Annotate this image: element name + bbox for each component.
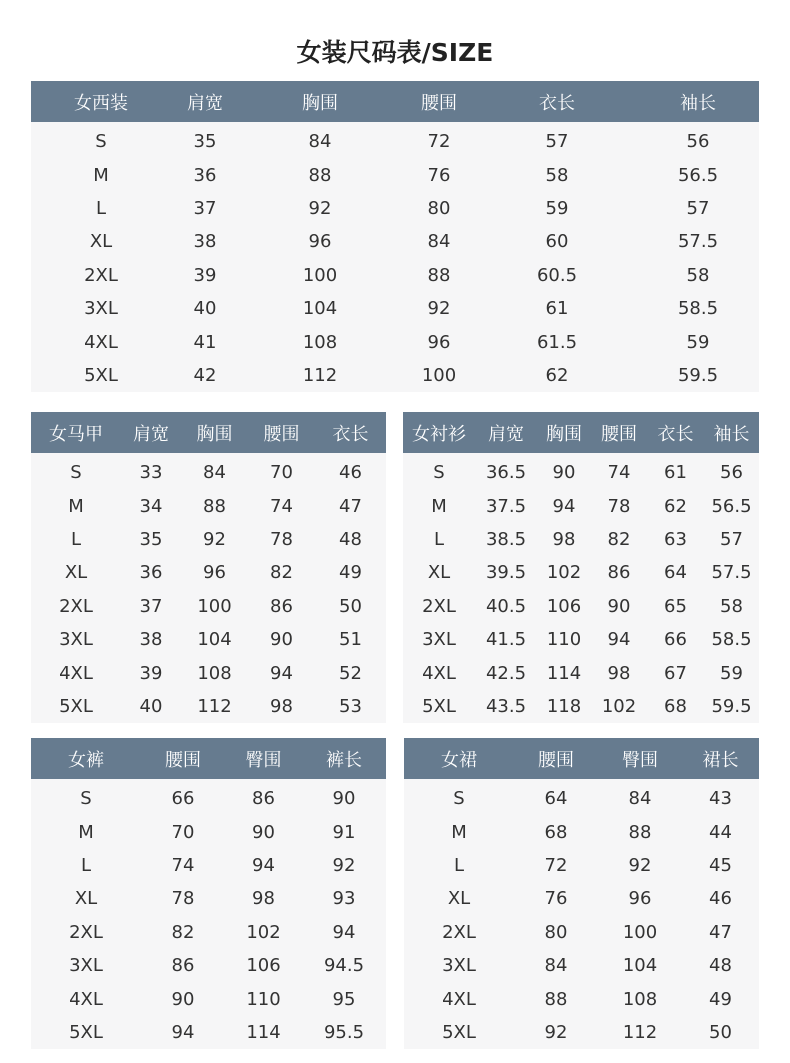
size-label-cell: 2XL bbox=[442, 921, 476, 943]
measurement-cell: 41.5 bbox=[485, 629, 527, 651]
measurement-cell: 60.5 bbox=[536, 264, 578, 286]
measurement-cell: 57 bbox=[686, 197, 710, 219]
measurement-cell: 82 bbox=[607, 528, 631, 550]
measurement-cell: 96 bbox=[203, 562, 226, 584]
table-header-row bbox=[31, 412, 386, 453]
measurement-cell: 64 bbox=[664, 562, 687, 584]
table-row bbox=[31, 259, 759, 292]
table-row bbox=[404, 916, 759, 949]
measurement-cell: 112 bbox=[197, 695, 232, 717]
measurement-cell: 38 bbox=[193, 231, 217, 253]
measurement-cell: 88 bbox=[544, 988, 568, 1010]
column-header: 女西装 bbox=[31, 81, 171, 122]
measurement-cell: 74 bbox=[171, 854, 195, 876]
measurement-cell: 60 bbox=[545, 231, 569, 253]
column-header: 衣长 bbox=[315, 412, 386, 453]
measurement-cell: 48 bbox=[709, 955, 732, 977]
measurement-cell: 56 bbox=[720, 462, 743, 484]
measurement-cell: 59 bbox=[686, 331, 710, 353]
measurement-cell: 90 bbox=[332, 788, 356, 810]
measurement-cell: 86 bbox=[270, 595, 293, 617]
measurement-cell: 104 bbox=[302, 298, 338, 320]
measurement-cell: 90 bbox=[171, 988, 195, 1010]
measurement-cell: 48 bbox=[339, 528, 362, 550]
table-row bbox=[31, 779, 386, 815]
measurement-cell: 38.5 bbox=[485, 528, 527, 550]
measurement-cell: 94 bbox=[332, 921, 356, 943]
measurement-cell: 67 bbox=[664, 662, 687, 684]
size-label-cell: M bbox=[451, 821, 467, 843]
measurement-cell: 61 bbox=[664, 462, 687, 484]
size-label-cell: 2XL bbox=[84, 264, 118, 286]
column-header: 胸围 bbox=[239, 81, 401, 122]
size-label-cell: 5XL bbox=[84, 364, 118, 386]
measurement-cell: 50 bbox=[709, 1021, 732, 1043]
measurement-cell: 46 bbox=[709, 888, 732, 910]
measurement-cell: 102 bbox=[246, 921, 281, 943]
table-row bbox=[31, 556, 386, 589]
measurement-cell: 102 bbox=[601, 695, 637, 717]
table-row bbox=[403, 489, 759, 522]
measurement-cell: 92 bbox=[332, 854, 356, 876]
measurement-cell: 56.5 bbox=[677, 164, 719, 186]
measurement-cell: 100 bbox=[421, 364, 457, 386]
table-row bbox=[31, 325, 759, 358]
table-row bbox=[31, 122, 759, 158]
measurement-cell: 59 bbox=[545, 197, 569, 219]
column-header: 臀围 bbox=[598, 738, 682, 779]
measurement-cell: 38 bbox=[139, 629, 163, 651]
measurement-cell: 68 bbox=[664, 695, 687, 717]
column-header: 裙长 bbox=[682, 738, 759, 779]
measurement-cell: 42.5 bbox=[485, 662, 527, 684]
table-row bbox=[403, 590, 759, 623]
measurement-cell: 46 bbox=[339, 462, 362, 484]
measurement-cell: 82 bbox=[171, 921, 195, 943]
size-label-cell: 4XL bbox=[59, 662, 93, 684]
measurement-cell: 57.5 bbox=[711, 562, 752, 584]
column-header: 袖长 bbox=[704, 412, 759, 453]
size-label-cell: 2XL bbox=[69, 921, 103, 943]
table-row bbox=[31, 292, 759, 325]
size-label-cell: 5XL bbox=[69, 1021, 103, 1043]
size-label-cell: 3XL bbox=[59, 629, 93, 651]
table-row bbox=[403, 453, 759, 489]
measurement-cell: 100 bbox=[197, 595, 232, 617]
measurement-cell: 78 bbox=[171, 888, 195, 910]
measurement-cell: 59 bbox=[720, 662, 743, 684]
table-row bbox=[31, 849, 386, 882]
measurement-cell: 92 bbox=[308, 197, 332, 219]
table-row bbox=[31, 916, 386, 949]
table-row bbox=[403, 690, 759, 723]
measurement-cell: 74 bbox=[607, 462, 631, 484]
size-label-cell: XL bbox=[447, 888, 471, 910]
measurement-cell: 58 bbox=[720, 595, 743, 617]
measurement-cell: 96 bbox=[628, 888, 652, 910]
measurement-cell: 112 bbox=[302, 364, 338, 386]
measurement-cell: 57.5 bbox=[677, 231, 719, 253]
size-label-cell: L bbox=[433, 528, 445, 550]
table-row bbox=[31, 359, 759, 392]
measurement-cell: 70 bbox=[171, 821, 195, 843]
table-row bbox=[404, 982, 759, 1015]
measurement-cell: 90 bbox=[552, 462, 576, 484]
table-row bbox=[31, 656, 386, 689]
size-label-cell: 2XL bbox=[422, 595, 456, 617]
table-row bbox=[31, 882, 386, 915]
pants-size-table bbox=[31, 738, 386, 1049]
column-header: 女裤 bbox=[31, 738, 141, 779]
measurement-cell: 43 bbox=[709, 788, 732, 810]
column-header: 肩宽 bbox=[171, 81, 239, 122]
measurement-cell: 53 bbox=[339, 695, 362, 717]
column-header: 衣长 bbox=[477, 81, 637, 122]
measurement-cell: 58.5 bbox=[677, 298, 719, 320]
measurement-cell: 84 bbox=[544, 955, 568, 977]
measurement-cell: 59.5 bbox=[711, 695, 752, 717]
measurement-cell: 51 bbox=[339, 629, 362, 651]
measurement-cell: 49 bbox=[709, 988, 732, 1010]
measurement-cell: 88 bbox=[427, 264, 451, 286]
table-row bbox=[31, 225, 759, 258]
size-label-cell: S bbox=[70, 462, 82, 484]
table-header-row bbox=[404, 738, 759, 779]
column-header: 腰围 bbox=[401, 81, 477, 122]
table-row bbox=[31, 815, 386, 848]
size-label-cell: 5XL bbox=[442, 1021, 476, 1043]
measurement-cell: 37 bbox=[193, 197, 217, 219]
measurement-cell: 96 bbox=[427, 331, 451, 353]
column-header: 女衬衫 bbox=[403, 412, 475, 453]
measurement-cell: 94 bbox=[552, 495, 576, 517]
measurement-cell: 84 bbox=[203, 462, 226, 484]
column-header: 衣长 bbox=[647, 412, 704, 453]
measurement-cell: 95.5 bbox=[323, 1021, 365, 1043]
size-label-cell: L bbox=[453, 854, 465, 876]
measurement-cell: 86 bbox=[171, 955, 195, 977]
measurement-cell: 88 bbox=[203, 495, 226, 517]
measurement-cell: 93 bbox=[332, 888, 356, 910]
size-label-cell: L bbox=[95, 197, 107, 219]
table-header-row bbox=[31, 738, 386, 779]
size-label-cell: 5XL bbox=[59, 695, 93, 717]
measurement-cell: 76 bbox=[544, 888, 568, 910]
measurement-cell: 66 bbox=[664, 629, 687, 651]
measurement-cell: 98 bbox=[552, 528, 576, 550]
measurement-cell: 91 bbox=[332, 821, 356, 843]
measurement-cell: 58 bbox=[686, 264, 710, 286]
vest-size-table bbox=[31, 412, 386, 723]
size-label-cell: 3XL bbox=[422, 629, 456, 651]
measurement-cell: 112 bbox=[622, 1021, 658, 1043]
measurement-cell: 42 bbox=[193, 364, 217, 386]
measurement-cell: 80 bbox=[427, 197, 451, 219]
size-label-cell: 4XL bbox=[442, 988, 476, 1010]
table-row bbox=[403, 523, 759, 556]
measurement-cell: 114 bbox=[546, 662, 582, 684]
measurement-cell: 70 bbox=[270, 462, 293, 484]
measurement-cell: 36 bbox=[139, 562, 163, 584]
measurement-cell: 56.5 bbox=[711, 495, 752, 517]
column-header: 肩宽 bbox=[475, 412, 537, 453]
measurement-cell: 108 bbox=[302, 331, 338, 353]
measurement-cell: 68 bbox=[544, 821, 568, 843]
measurement-cell: 84 bbox=[308, 131, 332, 153]
measurement-cell: 94.5 bbox=[323, 955, 365, 977]
measurement-cell: 35 bbox=[193, 131, 217, 153]
table-row bbox=[31, 523, 386, 556]
measurement-cell: 90 bbox=[252, 821, 275, 843]
measurement-cell: 39 bbox=[139, 662, 163, 684]
table-row bbox=[31, 1016, 386, 1049]
size-label-cell: M bbox=[78, 821, 94, 843]
measurement-cell: 57 bbox=[720, 528, 743, 550]
measurement-cell: 86 bbox=[607, 562, 631, 584]
measurement-cell: 50 bbox=[339, 595, 362, 617]
measurement-cell: 98 bbox=[607, 662, 631, 684]
measurement-cell: 66 bbox=[171, 788, 195, 810]
measurement-cell: 98 bbox=[252, 888, 275, 910]
measurement-cell: 72 bbox=[427, 131, 451, 153]
measurement-cell: 106 bbox=[246, 955, 281, 977]
measurement-cell: 61.5 bbox=[536, 331, 578, 353]
measurement-cell: 94 bbox=[270, 662, 293, 684]
size-label-cell: S bbox=[80, 788, 92, 810]
measurement-cell: 84 bbox=[628, 788, 652, 810]
size-label-cell: 2XL bbox=[59, 595, 93, 617]
table-row bbox=[404, 779, 759, 815]
table-row bbox=[31, 590, 386, 623]
size-label-cell: 3XL bbox=[69, 955, 103, 977]
measurement-cell: 58.5 bbox=[711, 629, 752, 651]
measurement-cell: 90 bbox=[607, 595, 631, 617]
measurement-cell: 104 bbox=[197, 629, 232, 651]
column-header: 肩宽 bbox=[121, 412, 181, 453]
size-label-cell: XL bbox=[64, 562, 88, 584]
size-label-cell: XL bbox=[89, 231, 113, 253]
measurement-cell: 108 bbox=[197, 662, 232, 684]
column-header: 女马甲 bbox=[31, 412, 121, 453]
measurement-cell: 72 bbox=[544, 854, 568, 876]
measurement-cell: 78 bbox=[270, 528, 293, 550]
suit-size-table bbox=[31, 81, 759, 392]
measurement-cell: 88 bbox=[628, 821, 652, 843]
measurement-cell: 100 bbox=[302, 264, 338, 286]
column-header: 臀围 bbox=[225, 738, 302, 779]
measurement-cell: 40 bbox=[139, 695, 163, 717]
skirt-size-table bbox=[404, 738, 759, 1049]
measurement-cell: 44 bbox=[709, 821, 732, 843]
size-label-cell: 4XL bbox=[422, 662, 456, 684]
measurement-cell: 114 bbox=[246, 1021, 281, 1043]
size-label-cell: XL bbox=[427, 562, 451, 584]
size-label-cell: M bbox=[431, 495, 447, 517]
table-row bbox=[403, 656, 759, 689]
measurement-cell: 94 bbox=[252, 854, 275, 876]
measurement-cell: 36.5 bbox=[485, 462, 527, 484]
measurement-cell: 98 bbox=[270, 695, 293, 717]
table-row bbox=[31, 453, 386, 489]
size-label-cell: XL bbox=[74, 888, 98, 910]
measurement-cell: 36 bbox=[193, 164, 217, 186]
size-label-cell: S bbox=[433, 462, 445, 484]
measurement-cell: 76 bbox=[427, 164, 451, 186]
table-row bbox=[31, 158, 759, 191]
measurement-cell: 92 bbox=[544, 1021, 568, 1043]
measurement-cell: 56 bbox=[686, 131, 710, 153]
measurement-cell: 47 bbox=[709, 921, 732, 943]
measurement-cell: 35 bbox=[139, 528, 163, 550]
measurement-cell: 39.5 bbox=[485, 562, 527, 584]
measurement-cell: 61 bbox=[545, 298, 569, 320]
measurement-cell: 59.5 bbox=[677, 364, 719, 386]
measurement-cell: 45 bbox=[709, 854, 732, 876]
table-row bbox=[403, 623, 759, 656]
size-label-cell: S bbox=[453, 788, 465, 810]
column-header: 袖长 bbox=[637, 81, 759, 122]
measurement-cell: 118 bbox=[546, 695, 582, 717]
measurement-cell: 100 bbox=[622, 921, 658, 943]
measurement-cell: 94 bbox=[171, 1021, 195, 1043]
table-row bbox=[404, 815, 759, 848]
column-header: 女裙 bbox=[404, 738, 514, 779]
size-label-cell: 3XL bbox=[442, 955, 476, 977]
measurement-cell: 47 bbox=[339, 495, 362, 517]
measurement-cell: 58 bbox=[545, 164, 569, 186]
size-label-cell: 3XL bbox=[84, 298, 118, 320]
measurement-cell: 57 bbox=[545, 131, 569, 153]
column-header: 腰围 bbox=[591, 412, 647, 453]
table-row bbox=[31, 489, 386, 522]
measurement-cell: 40.5 bbox=[485, 595, 527, 617]
column-header: 裤长 bbox=[302, 738, 386, 779]
size-label-cell: 5XL bbox=[422, 695, 456, 717]
measurement-cell: 63 bbox=[664, 528, 687, 550]
measurement-cell: 74 bbox=[270, 495, 293, 517]
measurement-cell: 96 bbox=[308, 231, 332, 253]
table-row bbox=[31, 192, 759, 225]
table-row bbox=[404, 1016, 759, 1049]
measurement-cell: 108 bbox=[622, 988, 658, 1010]
measurement-cell: 92 bbox=[628, 854, 652, 876]
measurement-cell: 37.5 bbox=[485, 495, 527, 517]
measurement-cell: 92 bbox=[427, 298, 451, 320]
measurement-cell: 62 bbox=[545, 364, 569, 386]
column-header: 腰围 bbox=[141, 738, 225, 779]
measurement-cell: 39 bbox=[193, 264, 217, 286]
measurement-cell: 110 bbox=[546, 629, 582, 651]
measurement-cell: 94 bbox=[607, 629, 631, 651]
measurement-cell: 84 bbox=[427, 231, 451, 253]
measurement-cell: 102 bbox=[546, 562, 582, 584]
table-header-row bbox=[31, 81, 759, 122]
table-row bbox=[403, 556, 759, 589]
table-row bbox=[31, 982, 386, 1015]
measurement-cell: 80 bbox=[544, 921, 568, 943]
measurement-cell: 64 bbox=[544, 788, 568, 810]
size-label-cell: M bbox=[93, 164, 109, 186]
column-header: 腰围 bbox=[248, 412, 315, 453]
measurement-cell: 90 bbox=[270, 629, 293, 651]
size-label-cell: 4XL bbox=[84, 331, 118, 353]
measurement-cell: 104 bbox=[622, 955, 658, 977]
measurement-cell: 43.5 bbox=[485, 695, 527, 717]
column-header: 胸围 bbox=[537, 412, 591, 453]
table-row bbox=[31, 623, 386, 656]
size-label-cell: S bbox=[95, 131, 107, 153]
size-label-cell: 4XL bbox=[69, 988, 103, 1010]
measurement-cell: 41 bbox=[193, 331, 217, 353]
measurement-cell: 33 bbox=[139, 462, 163, 484]
column-header: 胸围 bbox=[181, 412, 248, 453]
measurement-cell: 65 bbox=[664, 595, 687, 617]
measurement-cell: 37 bbox=[139, 595, 163, 617]
size-label-cell: L bbox=[80, 854, 92, 876]
measurement-cell: 52 bbox=[339, 662, 362, 684]
measurement-cell: 86 bbox=[252, 788, 275, 810]
measurement-cell: 82 bbox=[270, 562, 293, 584]
size-label-cell: L bbox=[70, 528, 82, 550]
measurement-cell: 92 bbox=[203, 528, 226, 550]
measurement-cell: 110 bbox=[246, 988, 281, 1010]
table-row bbox=[31, 949, 386, 982]
shirt-size-table bbox=[403, 412, 759, 723]
measurement-cell: 78 bbox=[607, 495, 631, 517]
measurement-cell: 34 bbox=[139, 495, 163, 517]
measurement-cell: 95 bbox=[332, 988, 356, 1010]
column-header: 腰围 bbox=[514, 738, 598, 779]
table-row bbox=[404, 949, 759, 982]
table-row bbox=[404, 849, 759, 882]
measurement-cell: 40 bbox=[193, 298, 217, 320]
table-header-row bbox=[403, 412, 759, 453]
measurement-cell: 49 bbox=[339, 562, 362, 584]
measurement-cell: 106 bbox=[546, 595, 582, 617]
measurement-cell: 62 bbox=[664, 495, 687, 517]
table-row bbox=[404, 882, 759, 915]
page-title: 女装尺码表/SIZE bbox=[296, 38, 494, 67]
measurement-cell: 88 bbox=[308, 164, 332, 186]
table-row bbox=[31, 690, 386, 723]
size-label-cell: M bbox=[68, 495, 84, 517]
